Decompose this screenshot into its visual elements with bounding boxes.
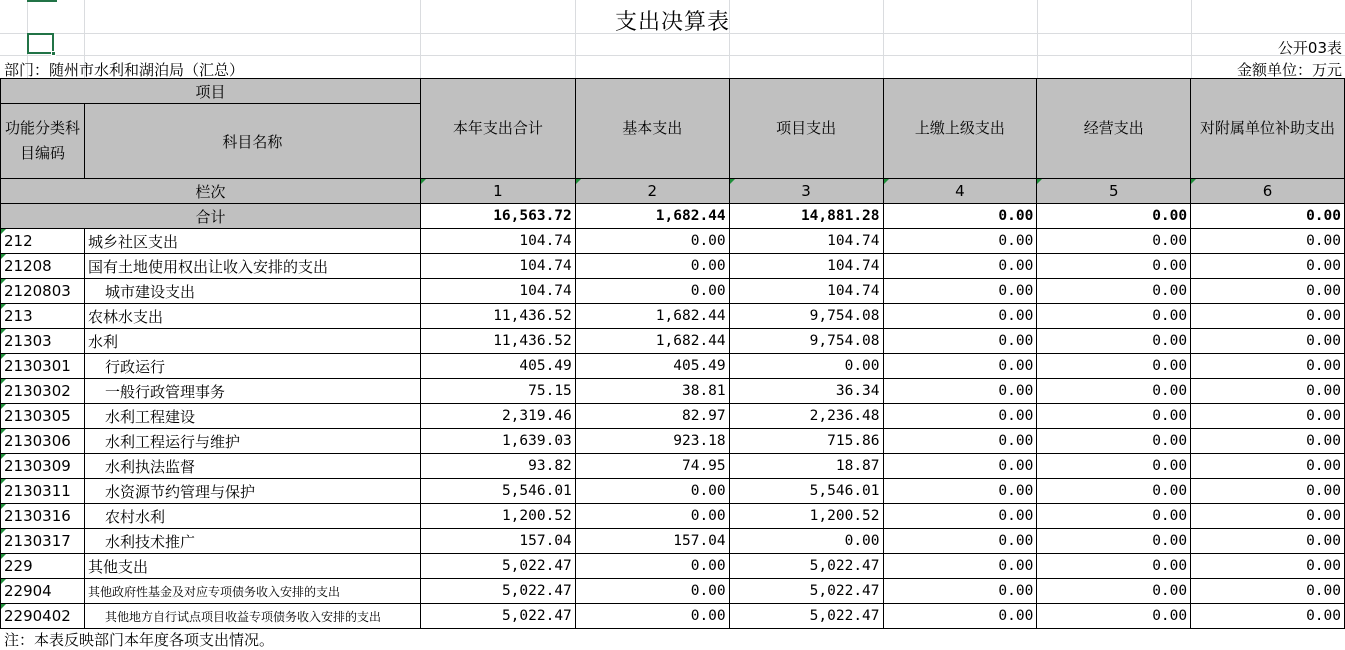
cell-value[interactable]: 0.00 — [1037, 304, 1191, 329]
table-row — [1, 429, 1345, 454]
header-item[interactable]: 项目 — [1, 79, 421, 104]
cell-value[interactable]: 0.00 — [1037, 354, 1191, 379]
cell-value[interactable]: 0.00 — [1191, 304, 1345, 329]
cell-value[interactable]: 104.74 — [420, 229, 575, 254]
cell-value[interactable]: 18.87 — [729, 454, 883, 479]
cell-value[interactable]: 0.00 — [1191, 529, 1345, 554]
cell-name[interactable]: 城乡社区支出 — [84, 229, 420, 254]
cell-value[interactable]: 405.49 — [420, 354, 575, 379]
cell-value[interactable]: 0.00 — [1191, 229, 1345, 254]
row-index-label[interactable]: 栏次 — [1, 179, 421, 204]
cell-value[interactable]: 0.00 — [883, 604, 1037, 629]
cell-name[interactable]: 国有土地使用权出让收入安排的支出 — [84, 254, 420, 279]
cell-name[interactable]: 其他政府性基金及对应专项债务收入安排的支出 — [84, 579, 420, 604]
header-col-6[interactable]: 对附属单位补助支出 — [1191, 79, 1345, 179]
cell-value[interactable]: 75.15 — [420, 379, 575, 404]
cell-value[interactable]: 0.00 — [1191, 479, 1345, 504]
cell-name[interactable]: 一般行政管理事务 — [84, 379, 420, 404]
cell-value[interactable]: 1,639.03 — [420, 429, 575, 454]
cell-value[interactable]: 5,022.47 — [729, 554, 883, 579]
cell-code[interactable]: 2130316 — [1, 504, 85, 529]
cell-value[interactable]: 0.00 — [575, 279, 729, 304]
cell-value[interactable]: 104.74 — [729, 279, 883, 304]
fill-handle[interactable] — [51, 51, 56, 56]
table-row — [1, 329, 1345, 354]
cell-value[interactable]: 0.00 — [1037, 454, 1191, 479]
total-value[interactable]: 14,881.28 — [729, 204, 883, 229]
cell-value[interactable]: 0.00 — [1037, 279, 1191, 304]
cell-code[interactable]: 2130305 — [1, 404, 85, 429]
cell-code[interactable]: 212 — [1, 229, 85, 254]
cell-value[interactable]: 5,022.47 — [420, 579, 575, 604]
table-row — [1, 304, 1345, 329]
total-value[interactable]: 0.00 — [1191, 204, 1345, 229]
cell-value[interactable]: 0.00 — [883, 454, 1037, 479]
cell-value[interactable]: 0.00 — [883, 404, 1037, 429]
cell-value[interactable]: 93.82 — [420, 454, 575, 479]
row-index-1[interactable]: 1 — [420, 179, 575, 204]
cell-value[interactable]: 74.95 — [575, 454, 729, 479]
cell-cursor-top — [27, 0, 57, 2]
cell-value[interactable]: 0.00 — [1037, 429, 1191, 454]
cell-value[interactable]: 5,022.47 — [420, 604, 575, 629]
cell-code[interactable]: 2130301 — [1, 354, 85, 379]
table-row — [1, 579, 1345, 604]
row-index-2[interactable]: 2 — [575, 179, 729, 204]
row-index-3[interactable]: 3 — [729, 179, 883, 204]
footnote: 注：本表反映部门本年度各项支出情况。 — [4, 631, 275, 649]
cell-code[interactable]: 22904 — [1, 579, 85, 604]
cell-code[interactable]: 21303 — [1, 329, 85, 354]
table-row — [1, 229, 1345, 254]
cell-name[interactable]: 行政运行 — [84, 354, 420, 379]
cell-value[interactable]: 104.74 — [729, 229, 883, 254]
grid-line — [1037, 0, 1038, 78]
total-value[interactable]: 0.00 — [1037, 204, 1191, 229]
cell-value[interactable]: 0.00 — [1037, 579, 1191, 604]
unit-label: 金额单位：万元 — [1236, 61, 1342, 79]
cell-code[interactable]: 2130302 — [1, 379, 85, 404]
cell-value[interactable]: 0.00 — [1037, 379, 1191, 404]
cell-value[interactable]: 0.00 — [1191, 429, 1345, 454]
cell-value[interactable]: 0.00 — [1191, 579, 1345, 604]
header-col-3[interactable]: 项目支出 — [729, 79, 883, 179]
cell-value[interactable]: 0.00 — [883, 329, 1037, 354]
cell-value[interactable]: 104.74 — [420, 279, 575, 304]
table-title: 支出决算表 — [614, 10, 730, 35]
cell-value[interactable]: 11,436.52 — [420, 304, 575, 329]
cell-value[interactable]: 82.97 — [575, 404, 729, 429]
cell-code[interactable]: 2130306 — [1, 429, 85, 454]
cell-value[interactable]: 9,754.08 — [729, 329, 883, 354]
cell-value[interactable]: 0.00 — [1191, 354, 1345, 379]
table-row — [1, 454, 1345, 479]
table-row — [1, 529, 1345, 554]
cell-value[interactable]: 0.00 — [1037, 479, 1191, 504]
cell-value[interactable]: 1,682.44 — [575, 329, 729, 354]
table-number: 公开03表 — [1277, 39, 1342, 57]
header-name[interactable]: 科目名称 — [84, 104, 420, 179]
cell-value[interactable]: 0.00 — [883, 579, 1037, 604]
cell-code[interactable]: 229 — [1, 554, 85, 579]
table-row — [1, 604, 1345, 629]
cell-value[interactable]: 0.00 — [1191, 404, 1345, 429]
cell-value[interactable]: 1,200.52 — [420, 504, 575, 529]
total-value[interactable]: 16,563.72 — [420, 204, 575, 229]
cell-code[interactable]: 2130311 — [1, 479, 85, 504]
cell-value[interactable]: 2,236.48 — [729, 404, 883, 429]
grid-line — [1191, 0, 1192, 78]
cell-name[interactable]: 水利 — [84, 329, 420, 354]
cell-value[interactable]: 0.00 — [1037, 404, 1191, 429]
total-value[interactable]: 1,682.44 — [575, 204, 729, 229]
cell-value[interactable]: 0.00 — [1037, 554, 1191, 579]
cell-code[interactable]: 21208 — [1, 254, 85, 279]
cell-value[interactable]: 0.00 — [575, 229, 729, 254]
total-value[interactable]: 0.00 — [883, 204, 1037, 229]
cell-value[interactable]: 5,546.01 — [729, 479, 883, 504]
expenditure-table — [0, 78, 1345, 629]
table-row — [1, 279, 1345, 304]
cell-value[interactable]: 0.00 — [1037, 229, 1191, 254]
cell-name[interactable]: 水利工程运行与维护 — [84, 429, 420, 454]
cell-value[interactable]: 0.00 — [1037, 329, 1191, 354]
cell-value[interactable]: 0.00 — [883, 429, 1037, 454]
cell-code[interactable]: 2120803 — [1, 279, 85, 304]
cell-name[interactable]: 农村水利 — [84, 504, 420, 529]
cell-value[interactable]: 5,022.47 — [729, 579, 883, 604]
cell-value[interactable]: 0.00 — [883, 254, 1037, 279]
cell-value[interactable]: 104.74 — [729, 254, 883, 279]
cell-value[interactable]: 923.18 — [575, 429, 729, 454]
cell-value[interactable]: 0.00 — [1191, 254, 1345, 279]
cell-value[interactable]: 0.00 — [1191, 604, 1345, 629]
cell-name[interactable]: 水利执法监督 — [84, 454, 420, 479]
cell-value[interactable]: 0.00 — [883, 529, 1037, 554]
total-row — [1, 204, 1345, 229]
row-index-5[interactable]: 5 — [1037, 179, 1191, 204]
cell-value[interactable]: 38.81 — [575, 379, 729, 404]
header-col-1[interactable]: 本年支出合计 — [420, 79, 575, 179]
row-index-4[interactable]: 4 — [883, 179, 1037, 204]
cell-value[interactable]: 0.00 — [1037, 254, 1191, 279]
cell-value[interactable]: 0.00 — [1037, 529, 1191, 554]
cell-value[interactable]: 0.00 — [883, 354, 1037, 379]
cell-value[interactable]: 0.00 — [883, 379, 1037, 404]
cell-value[interactable]: 0.00 — [883, 554, 1037, 579]
table-row — [1, 554, 1345, 579]
cell-value[interactable]: 0.00 — [883, 304, 1037, 329]
cell-value[interactable]: 0.00 — [1191, 279, 1345, 304]
cell-value[interactable]: 9,754.08 — [729, 304, 883, 329]
cell-value[interactable]: 36.34 — [729, 379, 883, 404]
header-col-5[interactable]: 经营支出 — [1037, 79, 1191, 179]
cell-value[interactable]: 5,546.01 — [420, 479, 575, 504]
cell-name[interactable]: 水利技术推广 — [84, 529, 420, 554]
header-col-2[interactable]: 基本支出 — [575, 79, 729, 179]
cell-value[interactable]: 0.00 — [1191, 554, 1345, 579]
cell-code[interactable]: 213 — [1, 304, 85, 329]
cell-value[interactable]: 5,022.47 — [729, 604, 883, 629]
cell-value[interactable]: 0.00 — [575, 254, 729, 279]
cell-value[interactable]: 405.49 — [575, 354, 729, 379]
cell-value[interactable]: 0.00 — [575, 504, 729, 529]
cell-value[interactable]: 2,319.46 — [420, 404, 575, 429]
cell-value[interactable]: 1,200.52 — [729, 504, 883, 529]
cell-value[interactable]: 0.00 — [883, 279, 1037, 304]
cell-value[interactable]: 157.04 — [420, 529, 575, 554]
cell-value[interactable]: 0.00 — [1191, 504, 1345, 529]
total-label[interactable]: 合计 — [1, 204, 421, 229]
cell-name[interactable]: 水资源节约管理与保护 — [84, 479, 420, 504]
grid-line — [0, 55, 1345, 56]
cell-value[interactable]: 0.00 — [1037, 504, 1191, 529]
cell-value[interactable]: 0.00 — [883, 479, 1037, 504]
cell-code[interactable]: 2290402 — [1, 604, 85, 629]
row-index-6[interactable]: 6 — [1191, 179, 1345, 204]
cell-value[interactable]: 104.74 — [420, 254, 575, 279]
cell-value[interactable]: 0.00 — [575, 479, 729, 504]
cell-value[interactable]: 0.00 — [575, 579, 729, 604]
selected-cell[interactable] — [27, 33, 54, 54]
table-row — [1, 504, 1345, 529]
table-row — [1, 404, 1345, 429]
table-row — [1, 354, 1345, 379]
table-row — [1, 379, 1345, 404]
cell-name[interactable]: 其他支出 — [84, 554, 420, 579]
cell-code[interactable]: 2130317 — [1, 529, 85, 554]
cell-value[interactable]: 0.00 — [883, 229, 1037, 254]
table-row — [1, 254, 1345, 279]
cell-name[interactable]: 水利工程建设 — [84, 404, 420, 429]
cell-code[interactable]: 2130309 — [1, 454, 85, 479]
cell-value[interactable]: 0.00 — [1191, 329, 1345, 354]
cell-value[interactable]: 0.00 — [1037, 604, 1191, 629]
cell-value[interactable]: 157.04 — [575, 529, 729, 554]
cell-value[interactable]: 0.00 — [1191, 379, 1345, 404]
cell-name[interactable]: 农林水支出 — [84, 304, 420, 329]
cell-name[interactable]: 城市建设支出 — [84, 279, 420, 304]
cell-value[interactable]: 0.00 — [575, 554, 729, 579]
cell-value[interactable]: 0.00 — [729, 354, 883, 379]
cell-value[interactable]: 0.00 — [575, 604, 729, 629]
header-code[interactable]: 功能分类科目编码 — [1, 104, 85, 179]
table-row — [1, 479, 1345, 504]
cell-name[interactable]: 其他地方自行试点项目收益专项债务收入安排的支出 — [84, 604, 420, 629]
department-label: 部门：随州市水利和湖泊局（汇总） — [4, 61, 245, 79]
cell-value[interactable]: 0.00 — [1191, 454, 1345, 479]
cell-value[interactable]: 5,022.47 — [420, 554, 575, 579]
header-col-4[interactable]: 上缴上级支出 — [883, 79, 1037, 179]
cell-value[interactable]: 11,436.52 — [420, 329, 575, 354]
cell-value[interactable]: 715.86 — [729, 429, 883, 454]
cell-value[interactable]: 0.00 — [883, 504, 1037, 529]
cell-value[interactable]: 1,682.44 — [575, 304, 729, 329]
cell-value[interactable]: 0.00 — [729, 529, 883, 554]
